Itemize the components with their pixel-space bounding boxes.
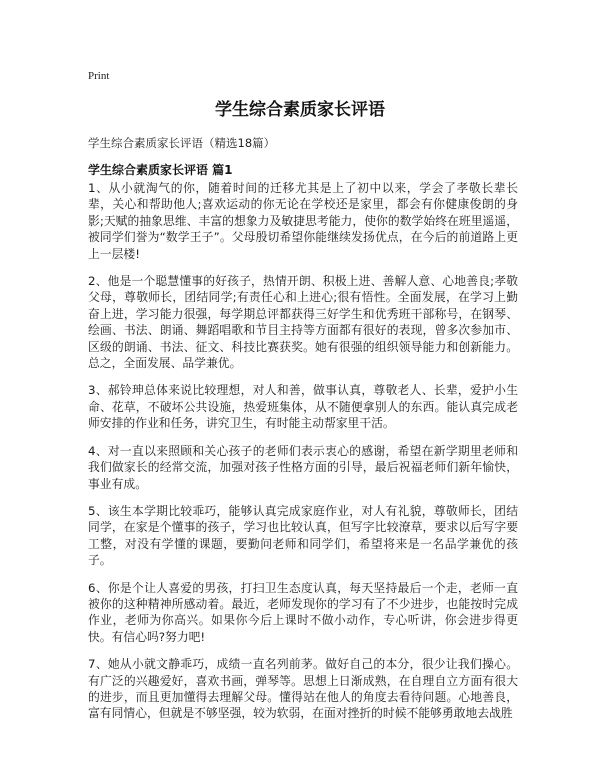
document-body (88, 180, 518, 733)
paragraph-6: 6、你是个让人喜爱的男孩，打扫卫生态度认真，每天坚持最后一个走，老师一直被你的这种精神所感动着。最近，老师发现你的学习有了不少进步，也能按时完成作业，老师为你高兴。如果你今后上课时不做小动作，专心听讲，你会进步得更快。有信心吗?努力吧! (88, 580, 518, 644)
document-subtitle: 学生综合素质家长评语（精选18篇） (88, 136, 276, 150)
paragraph-4: 4、对一直以来照顾和关心孩子的老师们表示衷心的感谢，希望在新学期里老师和我们做家长的经常交流，加强对孩子性格方面的引导，最后祝福老师们新年愉快，事业有成。 (88, 443, 518, 491)
paragraph-5: 5、该生本学期比较乖巧，能够认真完成家庭作业，对人有礼貌，尊敬师长，团结同学，在家是个懂事的孩子，学习也比较认真，但写字比较潦草，要求以后写字要工整，对没有学懂的课题，要勤问老师和同学们，希望将来是一名品学兼优的孩子。 (88, 503, 518, 568)
paragraph-3: 3、郝铃珅总体来说比较理想，对人和善，做事认真，尊敬老人、长辈，爱护小生命、花草，不破坏公共设施，热爱班集体，从不随便拿别人的东西。能认真完成老师安排的作业和任务，讲究卫生，有时能主动帮家里干活。 (88, 383, 518, 431)
paragraph-2: 2、他是一个聪慧懂事的好孩子，热情开朗、积极上进、善解人意、心地善良;孝敬父母，尊敬师长，团结同学;有责任心和上进心;很有悟性。全面发展，在学习上勤奋上进，学习能力很强，每学期总评都获得三好学生和优秀班干部称号，在钢琴、绘画、书法、朗诵、舞蹈唱歌和节目主持等方面都有很好的表现，曾多次参加市、区级的朗诵、书法、征文、科技比赛获奖。她有很强的组织领导能力和创新能力。总之，全面发展、品学兼优。 (88, 274, 518, 371)
page-title: 学生综合素质家长评语 (215, 100, 385, 120)
section-heading: 学生综合素质家长评语 篇1 (88, 163, 233, 177)
print-label[interactable]: Print (88, 70, 110, 82)
paragraph-7: 7、她从小就文静乖巧，成绩一直名列前茅。做好自己的本分，很少让我们操心。有广泛的兴趣爱好，喜欢书画，弹琴等。思想上日渐成熟，在自理自立方面有很大的进步，而且更加懂得去理解父母。懂得站在他人的角度去看待问题。心地善良，富有同情心，但就是不够坚强，较为软弱，在面对挫折的时候不能够勇敢地去战胜 (88, 657, 518, 721)
paragraph-1: 1、从小就淘气的你，随着时间的迁移尤其是上了初中以来，学会了孝敬长辈长辈，关心和帮助他人;喜欢运动的你无论在学校还是家里，都会有你健康俊朗的身影;天赋的抽象思维、丰富的想象力及敏捷思考能力，使你的数学始终在班里遥遥，被同学们誉为“数学王子”。父母殷切希望你能继续发扬优点，在今后的前道路上更上一层楼! (88, 181, 518, 261)
